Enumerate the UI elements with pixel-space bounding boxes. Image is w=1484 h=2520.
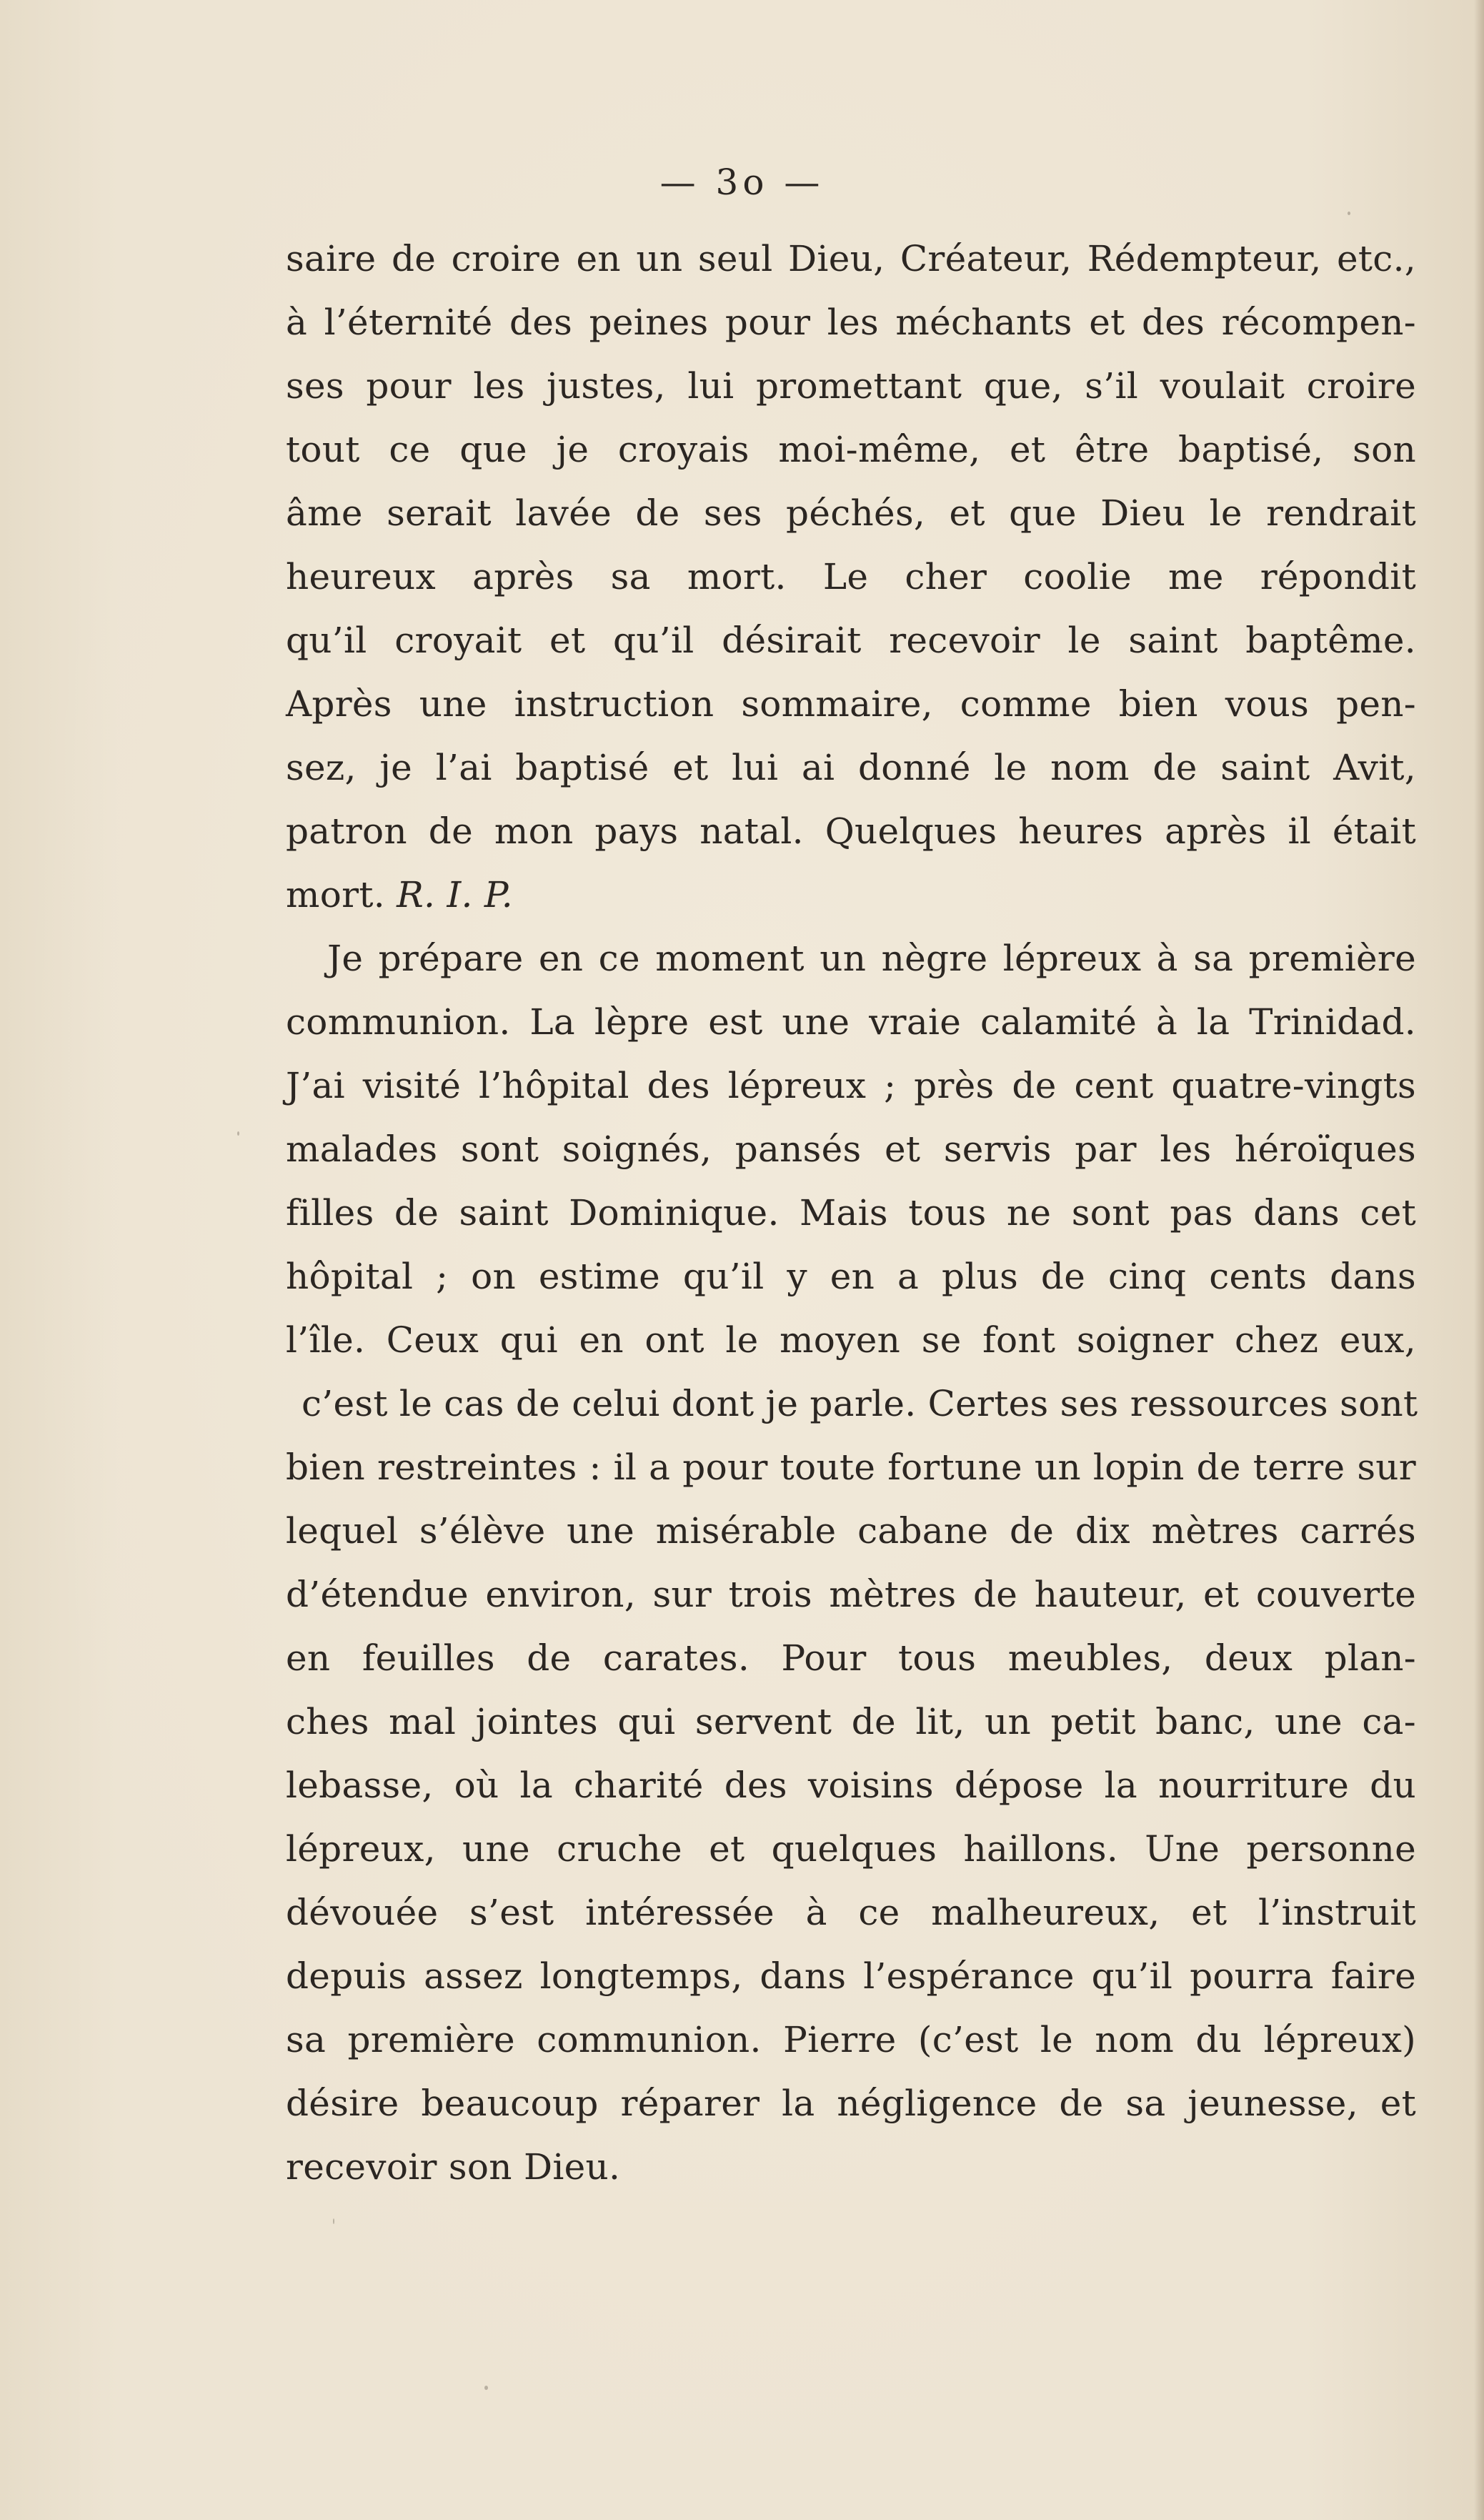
line-text: hôpital ; on estime qu’il y en a plus de cinq cents dans [286, 1256, 1416, 1297]
text-line [286, 1945, 1416, 2008]
text-line [286, 1627, 1416, 1690]
text-line [286, 1563, 1416, 1627]
line-text: d’étendue environ, sur trois mètres de hauteur, et couverte [286, 1574, 1416, 1615]
text-line [286, 863, 1416, 927]
page-edge-shadow [1474, 0, 1484, 2520]
text-line [286, 1881, 1416, 1945]
text-line [286, 2008, 1416, 2072]
text-line [286, 291, 1416, 354]
text-line [286, 545, 1416, 609]
paper-speck [484, 2386, 488, 2390]
line-text: malades sont soignés, pansés et servis par les héroïques [286, 1128, 1416, 1170]
line-text: tout ce que je croyais moi-même, et être baptisé, son [286, 429, 1416, 470]
text-line [286, 2072, 1416, 2135]
text-line [286, 991, 1416, 1054]
line-text: bien restreintes : il a pour toute fortune un lopin de terre sur [286, 1447, 1416, 1488]
line-text: patron de mon pays natal. Quelques heures après il était [286, 810, 1416, 852]
line-text: ches mal jointes qui servent de lit, un petit banc, une ca- [286, 1701, 1416, 1742]
line-text: ses pour les justes, lui promettant que, s’il voulait croire [286, 365, 1416, 407]
text-line [286, 800, 1416, 863]
text-line [286, 736, 1416, 800]
text-line [286, 927, 1416, 991]
line-text: filles de saint Dominique. Mais tous ne sont pas dans cet [286, 1192, 1416, 1234]
text-line [286, 1372, 1416, 1436]
line-text: sa première communion. Pierre (c’est le nom du lépreux) [286, 2019, 1416, 2060]
line-text: J’ai visité l’hôpital des lépreux ; près de cent quatre-vingts [286, 1065, 1416, 1106]
paper-speck [333, 2218, 334, 2224]
line-text: heureux après sa mort. Le cher coolie me répondit [286, 556, 1416, 597]
text-line [286, 1245, 1416, 1309]
line-text: âme serait lavée de ses péchés, et que Dieu le rendrait [286, 492, 1416, 534]
text-line [286, 1118, 1416, 1181]
line-text: qu’il croyait et qu’il désirait recevoir le saint baptême. [286, 620, 1416, 661]
text-line [286, 1754, 1416, 1817]
text-line [286, 1817, 1416, 1881]
text-line [286, 2135, 1416, 2199]
text-line [286, 673, 1416, 736]
line-text: c’est le cas de celui dont je parle. Certes ses ressources sont [302, 1383, 1418, 1424]
text-line [286, 1499, 1416, 1563]
line-text: à l’éternité des peines pour les méchants et des récompen- [286, 302, 1416, 343]
line-text: sez, je l’ai baptisé et lui ai donné le nom de saint Avit, [286, 747, 1416, 788]
body-text [286, 227, 1416, 2199]
text-line [286, 354, 1416, 418]
line-text: dévouée s’est intéressée à ce malheureux, et l’instruit [286, 1892, 1416, 1933]
line-text: Je prépare en ce moment un nègre lépreux à sa première [327, 938, 1416, 979]
text-line [286, 1181, 1416, 1245]
paper-speck [237, 1131, 239, 1136]
line-text: en feuilles de carates. Pour tous meubles, deux plan- [286, 1637, 1416, 1679]
line-text: l’île. Ceux qui en ont le moyen se font soigner chez eux, [286, 1319, 1416, 1361]
line-text: recevoir son Dieu. [286, 2146, 621, 2188]
text-line [286, 609, 1416, 673]
italic-abbreviation: R. I. P. [397, 874, 513, 916]
line-text: saire de croire en un seul Dieu, Créateur, Rédempteur, etc., [286, 238, 1416, 279]
line-text: depuis assez longtemps, dans l’espérance qu’il pourra faire [286, 1955, 1416, 1997]
line-text: lequel s’élève une misérable cabane de dix mètres carrés [286, 1510, 1416, 1552]
text-line [286, 1690, 1416, 1754]
text-line [286, 482, 1416, 545]
line-text: communion. La lèpre est une vraie calamité à la Trinidad. [286, 1001, 1416, 1043]
line-text: lebasse, où la charité des voisins dépose la nourriture du [286, 1765, 1416, 1806]
line-text: lépreux, une cruche et quelques haillons. Une personne [286, 1828, 1416, 1870]
line-text: Après une instruction sommaire, comme bien vous pen- [286, 683, 1416, 725]
text-line [286, 227, 1416, 291]
line-text: désire beaucoup réparer la négligence de sa jeunesse, et [286, 2083, 1416, 2124]
text-line [286, 1309, 1416, 1372]
text-line [286, 418, 1416, 482]
paper-speck [1348, 212, 1350, 215]
text-line [286, 1054, 1416, 1118]
text-line [286, 1436, 1416, 1499]
page-number: — 3o — [659, 162, 825, 203]
line-text: mort. [286, 874, 397, 916]
